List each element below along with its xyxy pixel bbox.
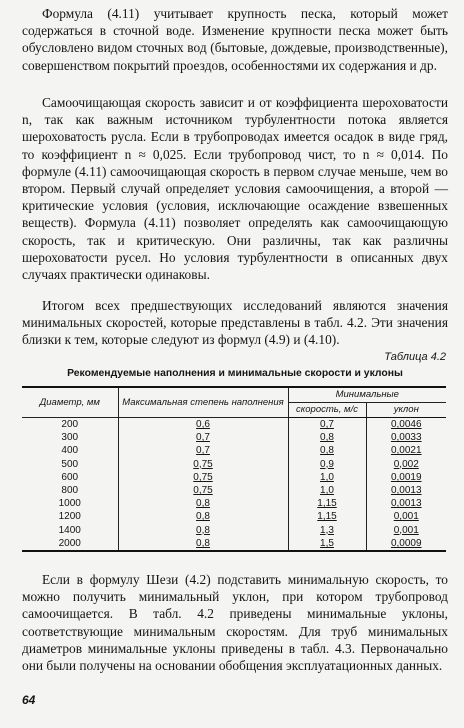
cell-diameter: 300 <box>22 431 118 444</box>
paragraph-summary: Итогом всех предшествующих исследований являются значения минимальных скоростей, которые представлены в табл. 4.2. Эти значения близки к тем, которые следуют из формул (4.9) и (4.10). <box>22 298 448 348</box>
paragraph-roughness: Самоочищающая скорость зависит и от коэффициента шероховатости n, так как важным источником турбулентности потока является шероховатость русла. Если в трубопроводах имеется осадок в виде гряд, то коэффициент n ≈ 0,025. Если трубопровод чист, то n ≈ 0,014. По формуле (4.11) самоочищающая скорость в первом случае меньше, чем во втором. Первый случай определяет условия самоочищения, а второй — критические условия (условия, исключающие осаждение взвешенных веществ). Формула (4.11) позволяет определять как самоочищающую скорость, так и критическую. Они различны, так как различны шероховатости русел. Но условия турбулентности в описанных двух случаях практически одинаковы. <box>22 95 448 283</box>
cell-filling: 0,75 <box>118 458 288 471</box>
cell-speed: 1,15 <box>288 497 366 510</box>
cell-slope: 0,0019 <box>366 471 446 484</box>
cell-filling: 0,75 <box>118 484 288 497</box>
table-caption: Таблица 4.2 <box>384 351 446 363</box>
table-row <box>22 497 446 510</box>
cell-slope: 0,0013 <box>366 484 446 497</box>
cell-diameter: 1000 <box>22 497 118 510</box>
cell-diameter: 800 <box>22 484 118 497</box>
cell-speed: 0,8 <box>288 444 366 457</box>
cell-filling: 0,6 <box>118 418 288 432</box>
header-speed: скорость, м/с <box>288 403 366 418</box>
cell-slope: 0,0009 <box>366 537 446 551</box>
velocity-table <box>22 386 446 552</box>
cell-diameter: 600 <box>22 471 118 484</box>
table-row <box>22 524 446 537</box>
table-row <box>22 458 446 471</box>
cell-slope: 0,0046 <box>366 418 446 432</box>
table-row <box>22 444 446 457</box>
cell-speed: 1,15 <box>288 510 366 523</box>
cell-speed: 1,0 <box>288 471 366 484</box>
cell-speed: 0,7 <box>288 418 366 432</box>
cell-diameter: 1400 <box>22 524 118 537</box>
paragraph-sand-size: Формула (4.11) учитывает крупность песка, который может содержаться в сточной воде. Изменение крупности песка может быть обусловлено видом сточных вод (бытовые, дождевые, производственные), совершенством покрытий проездов, особенностями их содержания и др. <box>22 6 448 73</box>
cell-filling: 0,7 <box>118 444 288 457</box>
cell-filling: 0,8 <box>118 524 288 537</box>
cell-filling: 0,75 <box>118 471 288 484</box>
table-row <box>22 418 446 432</box>
cell-speed: 1,3 <box>288 524 366 537</box>
cell-diameter: 2000 <box>22 537 118 551</box>
header-slope: уклон <box>366 403 446 418</box>
paragraph-shezy: Если в формулу Шези (4.2) подставить минимальную скорость, то можно получить минимальный уклон, при котором трубопровод самоочищается. В табл. 4.2 приведены минимальные уклоны, соответствующие минимальным скоростям. Для труб минимальных диаметров минимальные уклоны приведены в табл. 4.3. Первоначально они были получены на основании обобщения эксплуатационных данных. <box>22 572 448 674</box>
table-title: Рекомендуемые наполнения и минимальные скорости и уклоны <box>67 368 403 379</box>
cell-diameter: 500 <box>22 458 118 471</box>
cell-filling: 0,8 <box>118 497 288 510</box>
cell-filling: 0,7 <box>118 431 288 444</box>
cell-slope: 0,0013 <box>366 497 446 510</box>
header-minimal: Минимальные <box>288 387 446 403</box>
table-row <box>22 510 446 523</box>
cell-diameter: 1200 <box>22 510 118 523</box>
cell-slope: 0,002 <box>366 458 446 471</box>
header-filling: Максимальная степень наполнения <box>118 387 288 418</box>
table-row <box>22 471 446 484</box>
table-row <box>22 537 446 551</box>
cell-filling: 0,8 <box>118 537 288 551</box>
cell-speed: 0,9 <box>288 458 366 471</box>
cell-speed: 1,5 <box>288 537 366 551</box>
cell-speed: 1,0 <box>288 484 366 497</box>
cell-slope: 0,001 <box>366 510 446 523</box>
cell-slope: 0,0033 <box>366 431 446 444</box>
cell-diameter: 400 <box>22 444 118 457</box>
cell-slope: 0,001 <box>366 524 446 537</box>
cell-slope: 0,0021 <box>366 444 446 457</box>
table-row <box>22 484 446 497</box>
cell-filling: 0,8 <box>118 510 288 523</box>
table-row <box>22 431 446 444</box>
cell-diameter: 200 <box>22 418 118 432</box>
cell-speed: 0,8 <box>288 431 366 444</box>
page-number: 64 <box>22 693 36 707</box>
header-diameter: Диаметр, мм <box>22 387 118 418</box>
